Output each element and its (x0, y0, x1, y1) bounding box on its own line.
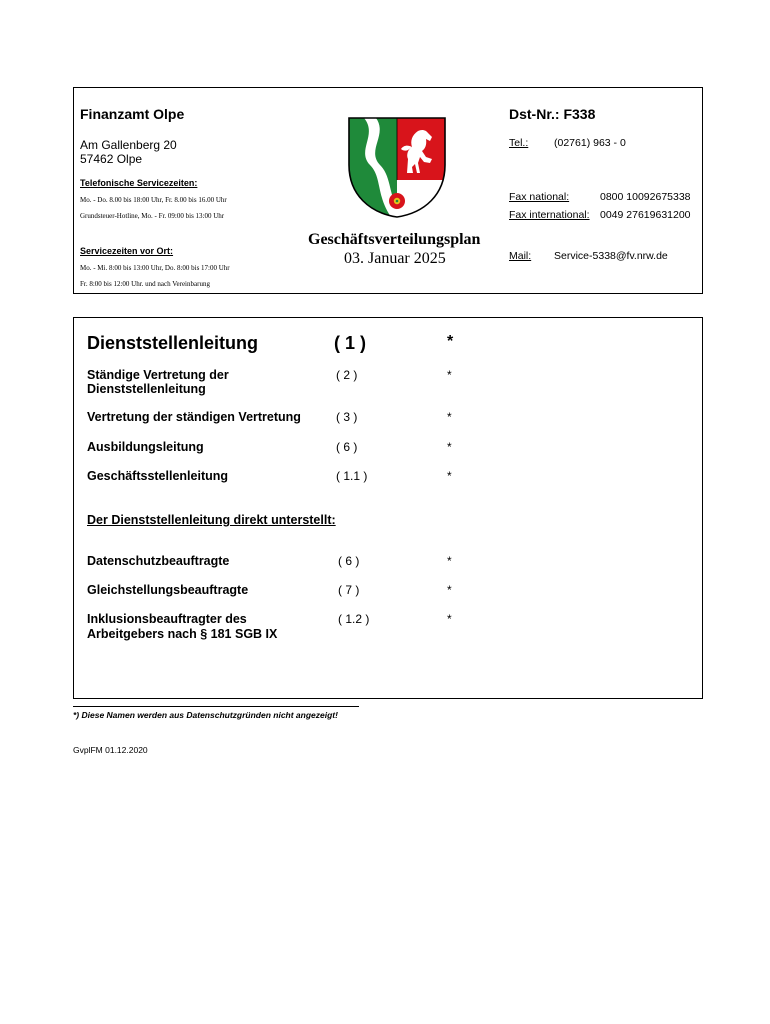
onsite-service-heading: Servicezeiten vor Ort: (80, 246, 174, 256)
fax-international-label: Fax international: (509, 209, 590, 221)
onsite-service-line2: Fr. 8:00 bis 12:00 Uhr. und nach Vereinbarung (80, 280, 210, 288)
row-num: ( 2 ) (336, 368, 358, 382)
row-num: ( 6 ) (338, 554, 360, 568)
row-num: ( 1.1 ) (336, 469, 368, 483)
mail-value[interactable]: Service-5338@fv.nrw.de (554, 250, 668, 262)
row-num: ( 7 ) (338, 583, 360, 597)
office-name: Finanzamt Olpe (80, 106, 185, 122)
row-label: Gleichstellungsbeauftragte (87, 583, 249, 597)
phone-service-heading: Telefonische Servicezeiten: (80, 178, 198, 188)
tel-value: (02761) 963 - 0 (554, 137, 626, 149)
mail-label: Mail: (509, 250, 532, 262)
row-star: * (447, 554, 452, 568)
row-label: Ständige Vertretung der Dienststellenleitung (87, 368, 229, 396)
row-label: Datenschutzbeauftragte (87, 554, 230, 568)
plan-date: 03. Januar 2025 (344, 250, 446, 267)
lead-num: ( 1 ) (334, 333, 367, 353)
row-num: ( 3 ) (336, 410, 358, 424)
nrw-coat-of-arms (346, 115, 448, 219)
phone-service-line1: Mo. - Do. 8.00 bis 18:00 Uhr, Fr. 8.00 bis 16.00 Uhr (80, 196, 227, 204)
onsite-service-line1: Mo. - Mi. 8:00 bis 13:00 Uhr, Do. 8:00 bis 17:00 Uhr (80, 264, 230, 272)
row-star: * (447, 440, 452, 454)
dst-nr: Dst-Nr.: F338 (509, 106, 596, 122)
footnote: *) Diese Namen werden aus Datenschutzgründen nicht angezeigt! (73, 710, 338, 720)
row-num: ( 1.2 ) (338, 612, 370, 626)
fax-national-label: Fax national: (509, 191, 570, 203)
phone-service-line2: Grundsteuer-Hotline, Mo. - Fr. 09:00 bis 13:00 Uhr (80, 212, 225, 220)
row-label: Ausbildungsleitung (87, 440, 204, 454)
row-label: Vertretung der ständigen Vertretung (87, 410, 301, 424)
subordinate-heading: Der Dienststellenleitung direkt unterstellt: (87, 513, 336, 527)
row-star: * (447, 410, 452, 424)
fax-international-value: 0049 27619631200 (600, 209, 691, 221)
row-star: * (447, 612, 452, 626)
row-star: * (447, 583, 452, 597)
row-num: ( 6 ) (336, 440, 358, 454)
tel-label: Tel.: (509, 137, 529, 149)
plan-title: Geschäftsverteilungsplan (308, 231, 481, 248)
row-label: Inklusionsbeauftragter des Arbeitgebers nach § 181 SGB IX (87, 612, 278, 641)
lead-label: Dienststellenleitung (87, 333, 259, 353)
row-star: * (447, 469, 452, 483)
row-label: Geschäftsstellenleitung (87, 469, 229, 483)
form-id: GvplFM 01.12.2020 (73, 745, 148, 755)
lead-star: * (447, 333, 454, 350)
row-star: * (447, 368, 452, 382)
fax-national-value: 0800 10092675338 (600, 191, 691, 203)
address-city: 57462 Olpe (80, 152, 143, 166)
address-street: Am Gallenberg 20 (80, 138, 177, 152)
footnote-rule (73, 706, 359, 707)
